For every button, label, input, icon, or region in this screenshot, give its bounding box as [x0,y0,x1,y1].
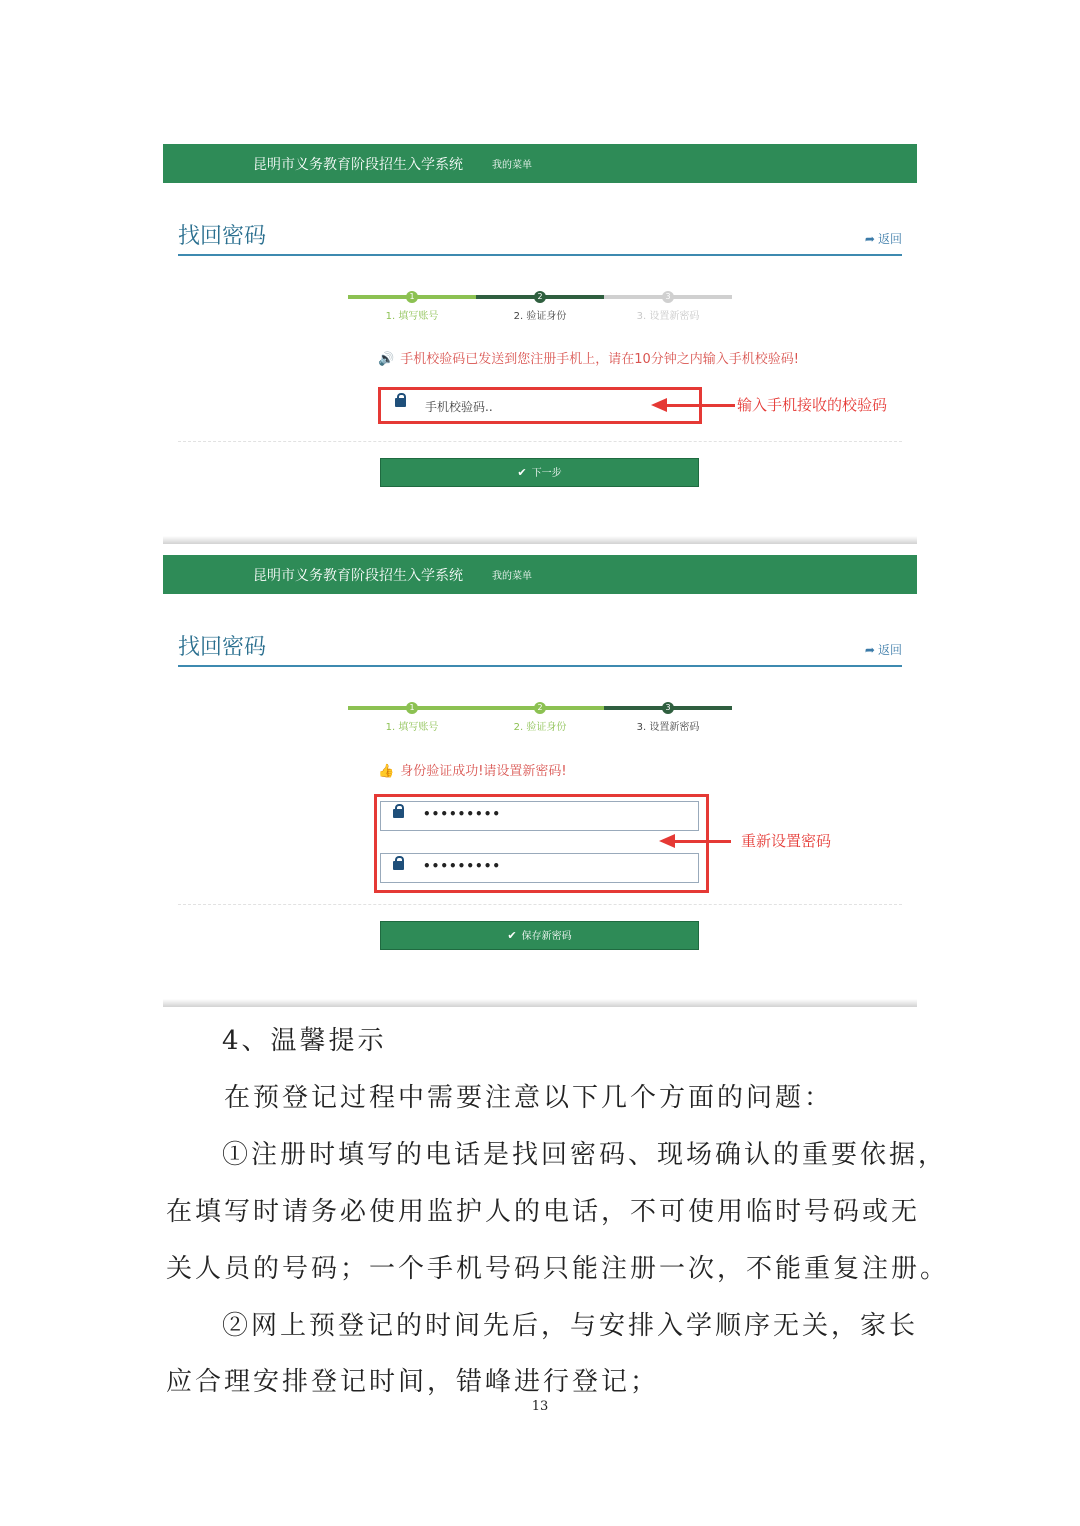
step-1-label: 1. 填写账号 [385,311,439,322]
step-3-label: 3. 设置新密码 [636,311,700,322]
title-divider [178,665,902,667]
share-arrow-icon: ➦ [864,643,875,657]
form-divider [178,441,902,442]
screenshot-set-password [163,555,917,1007]
save-password-label: 保存新密码 [521,931,572,942]
back-label: 返回 [877,232,902,246]
share-arrow-icon: ➦ [864,232,875,246]
screenshot-shadow [163,536,917,544]
page-title: 找回密码 [178,635,267,660]
doc-line-5: ②网上预登记的时间先后，与安排入学顺序无关，家长 [222,1311,919,1341]
sms-sent-text: 手机校验码已发送到您注册手机上，请在10分钟之内输入手机校验码! [400,352,799,367]
step-3-label: 3. 设置新密码 [636,722,700,733]
page-title: 找回密码 [178,224,267,249]
doc-line-3: 在填写时请务必使用监护人的电话，不可使用临时号码或无 [166,1197,921,1227]
step-progress [348,292,732,322]
save-password-button[interactable] [380,921,699,950]
step-1-label: 1. 填写账号 [385,722,439,733]
form-divider [178,904,902,905]
my-menu-link[interactable]: 我的菜单 [492,160,532,171]
confirm-password-input[interactable] [380,853,699,883]
system-name[interactable]: 昆明市义务教育阶段招生入学系统 [253,157,463,173]
confirm-password-value: ••••••••• [423,859,502,873]
lock-icon [393,809,404,818]
step-1-dot: 1 [406,291,418,303]
annotation-text: 重新设置密码 [741,832,832,850]
step-2-label: 2. 验证身份 [513,311,567,322]
step-3-dot: 3 [662,291,674,303]
check-icon: ✔ [507,929,517,942]
top-navbar [163,555,917,594]
system-name[interactable]: 昆明市义务教育阶段招生入学系统 [253,568,463,584]
step-2-label: 2. 验证身份 [513,722,567,733]
speaker-icon: 🔊 [378,352,395,367]
lock-icon [393,861,404,870]
back-label: 返回 [877,643,902,657]
annotation-arrow-line [665,404,735,407]
section-heading: 4、温馨提示 [222,1026,387,1056]
verify-success-notice [378,760,567,779]
step-2-dot: 2 [534,702,546,714]
check-icon: ✔ [517,466,527,479]
annotation-text: 输入手机接收的校验码 [737,396,888,414]
new-password-input[interactable] [380,801,699,831]
annotation-arrow-line [673,840,731,843]
new-password-value: ••••••••• [423,807,502,821]
screenshot-shadow [163,999,917,1007]
doc-line-4: 关人员的号码；一个手机号码只能注册一次，不能重复注册。 [166,1254,950,1284]
doc-line-1: 在预登记过程中需要注意以下几个方面的问题： [224,1083,834,1113]
back-link[interactable] [865,230,902,247]
step-progress [348,703,732,733]
sms-code-input[interactable] [383,391,697,420]
title-divider [178,254,902,256]
step-3-dot: 3 [662,702,674,714]
next-step-button[interactable] [380,458,699,487]
step-2-dot: 2 [534,291,546,303]
sms-sent-notice [378,348,799,367]
next-step-label: 下一步 [531,468,562,479]
thumbs-up-icon: 👍 [378,764,395,779]
step-1-dot: 1 [406,702,418,714]
my-menu-link[interactable]: 我的菜单 [492,571,532,582]
back-link[interactable] [865,641,902,658]
top-navbar [163,144,917,183]
doc-line-6: 应合理安排登记时间，错峰进行登记； [166,1367,660,1397]
screenshot-verify-identity [163,144,917,544]
sms-code-placeholder: 手机校验码.. [425,400,493,414]
verify-success-text: 身份验证成功!请设置新密码! [400,764,567,779]
page-number: 13 [531,1399,549,1414]
doc-line-2: ①注册时填写的电话是找回密码、现场确认的重要依据， [222,1140,948,1170]
lock-icon [395,398,406,407]
